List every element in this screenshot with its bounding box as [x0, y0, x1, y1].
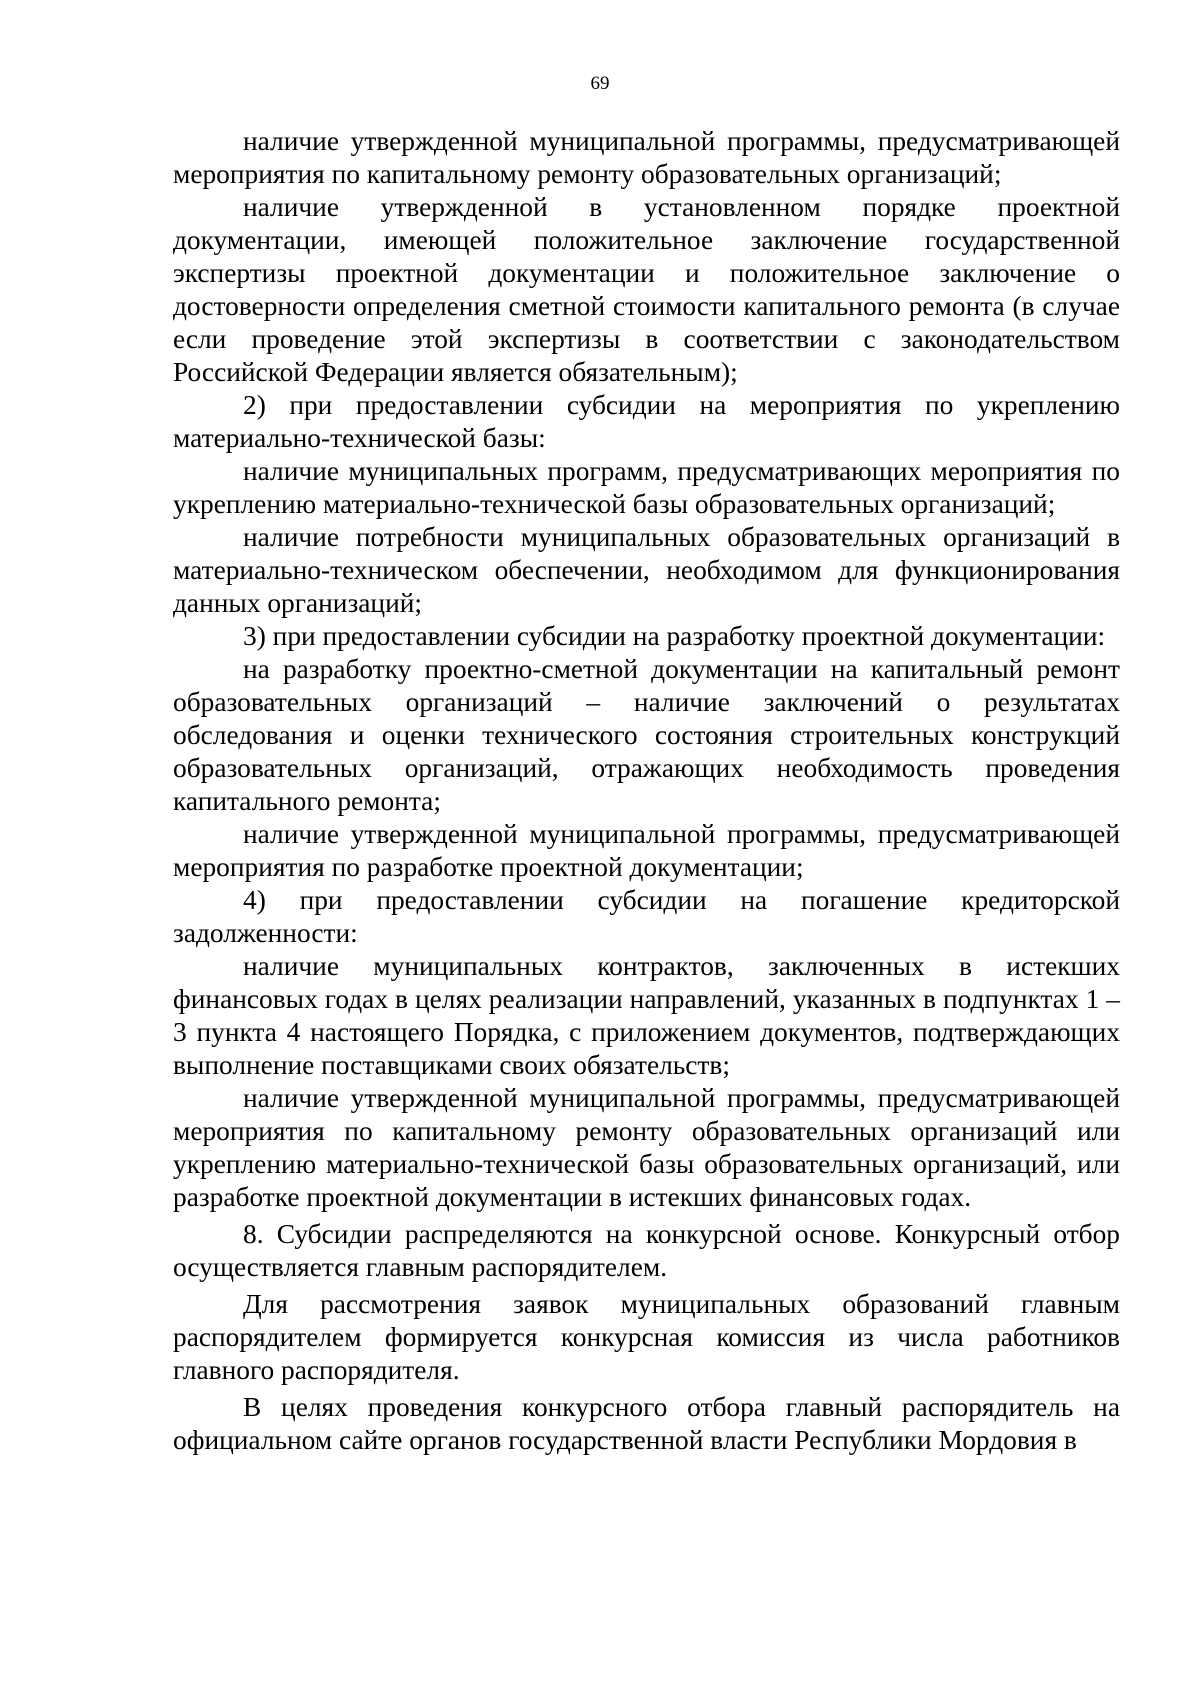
paragraph-material-needs: наличие потребности муниципальных образовательных организаций в материально-техническом обеспечении, необходимом для функционирования данных организаций; [173, 522, 1120, 618]
paragraph-item-4-accounts-payable: 4) при предоставлении субсидии на погашение кредиторской задолженности: [173, 885, 1120, 948]
paragraph-program-capital-repair: наличие утвержденной муниципальной программы, предусматривающей мероприятия по капитальному ремонту образовательных организаций; [173, 126, 1120, 189]
paragraph-municipal-programs-material-base: наличие муниципальных программ, предусматривающих мероприятия по укреплению материально-технической базы образовательных организаций; [173, 456, 1120, 519]
paragraph-item-2-material-base: 2) при предоставлении субсидии на мероприятия по укреплению материально-технической базы: [173, 390, 1120, 453]
paragraph-project-documentation-expertise: наличие утвержденной в установленном порядке проектной документации, имеющей положительное заключение государственной экспертизы проектной документации и положительное заключение о достоверности определения сметной стоимости капитального ремонта (в случае если проведение этой экспертизы в соответствии с законодательством Российской Федерации является обязательным); [173, 192, 1120, 387]
paragraph-competition-commission: Для рассмотрения заявок муниципальных образований главным распорядителем формируется конкурсная комиссия из числа работников главного распорядителя. [173, 1289, 1120, 1385]
paragraph-municipal-contracts: наличие муниципальных контрактов, заключенных в истекших финансовых годах в целях реализации направлений, указанных в подпунктах 1 – 3 пункта 4 настоящего Порядка, с приложением документов, подтверждающих выполнение поставщиками своих обязательств; [173, 951, 1120, 1080]
page-number: 69 [590, 73, 610, 94]
paragraph-program-project-documentation: наличие утвержденной муниципальной программы, предусматривающей мероприятия по разработке проектной документации; [173, 819, 1120, 882]
paragraph-section-8-competition: 8. Субсидии распределяются на конкурсной основе. Конкурсный отбор осуществляется главным распорядителем. [173, 1219, 1120, 1282]
paragraph-design-estimate-documentation: на разработку проектно-сметной документации на капитальный ремонт образовательных организаций – наличие заключений о результатах обследования и оценки технического состояния строительных конструкций образовательных организаций, отражающих необходимость проведения капитального ремонта; [173, 654, 1120, 816]
paragraph-item-3-project-documentation: 3) при предоставлении субсидии на разработку проектной документации: [243, 621, 1106, 651]
document-body [173, 125, 1120, 1457]
paragraph-official-website: В целях проведения конкурсного отбора главный распорядитель на официальном сайте органов государственной власти Республики Мордовия в [173, 1392, 1120, 1455]
paragraph-program-past-years: наличие утвержденной муниципальной программы, предусматривающей мероприятия по капитальному ремонту образовательных организаций или укреплению материально-технической базы образовательных организаций, или разработке проектной документации в истекших финансовых годах. [173, 1083, 1120, 1212]
